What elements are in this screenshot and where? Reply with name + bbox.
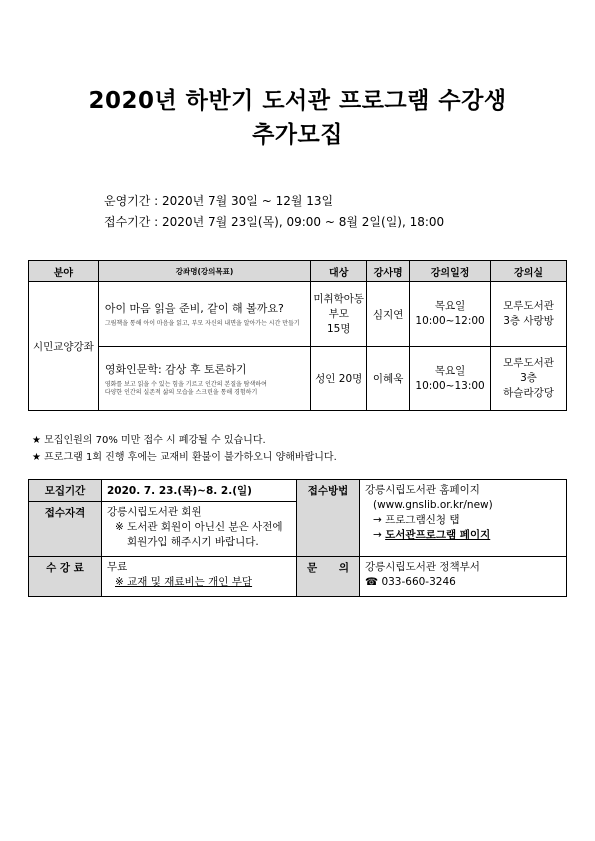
room-cell	[491, 282, 567, 347]
note-item: ★ 모집인원의 70% 미만 접수 시 폐강될 수 있습니다.	[32, 435, 266, 446]
method-line	[365, 528, 561, 543]
room-line: 모루도서관	[503, 357, 554, 369]
table-row	[29, 347, 567, 411]
category-cell: 시민교양강좌	[29, 282, 99, 411]
table-header-row	[29, 261, 567, 282]
fee-label: 수 강 료	[29, 557, 102, 597]
table-row	[29, 557, 567, 597]
recruit-period-value: 2020. 7. 23.(목)~8. 2.(일)	[102, 480, 297, 502]
contact-label: 문 의	[297, 557, 360, 597]
schedule-line: 10:00~13:00	[415, 379, 485, 392]
target-cell: 성인 20명	[311, 347, 367, 411]
method-label: 접수방법	[297, 480, 360, 557]
schedule-line: 목요일	[434, 364, 466, 377]
fee-line: 무료	[107, 561, 128, 573]
target-line: 15명	[326, 322, 351, 335]
table-row	[29, 282, 567, 347]
header-category: 분야	[29, 261, 99, 282]
qualification-line: 강릉시립도서관 회원	[107, 506, 202, 518]
schedule-cell	[410, 282, 491, 347]
method-value	[360, 480, 567, 557]
info-table	[28, 479, 567, 597]
recruit-period-label: 모집기간	[29, 480, 102, 502]
room-cell	[491, 347, 567, 411]
room-line: 3층	[520, 372, 537, 384]
header-instructor: 강사명	[367, 261, 410, 282]
target-line: 미취학아동	[313, 292, 365, 305]
page-subtitle: 추가모집	[252, 122, 343, 148]
target-cell	[311, 282, 367, 347]
course-description: 영화를 보고 읽을 수 있는 힘을 기르고 인간의 본질을 탐색하여	[104, 380, 267, 388]
qualification-line: 회원가입 해주시기 바랍니다.	[127, 536, 259, 548]
header-course: 강좌명(강의목표)	[98, 261, 310, 282]
room-line: 하슬라강당	[503, 387, 554, 399]
homepage-url[interactable]: (www.gnslib.or.kr/new)	[373, 499, 493, 511]
page-title: 2020년 하반기 도서관 프로그램 수강생	[88, 88, 507, 114]
contact-value	[360, 557, 567, 597]
note-item: ★ 프로그램 1회 진행 후에는 교재비 환불이 불가하오니 양해바랍니다.	[32, 452, 337, 463]
notes-list	[32, 432, 337, 466]
program-table	[28, 260, 567, 411]
schedule-line: 목요일	[434, 300, 466, 312]
method-line: → 프로그램신청 탭	[373, 514, 460, 526]
application-period: 접수기간 : 2020년 7월 23일(목), 09:00 ~ 8월 2일(일), 18:00	[104, 215, 445, 229]
phone-number: 033-660-3246	[381, 576, 456, 588]
schedule-cell	[410, 347, 491, 411]
target-line: 부모	[328, 307, 349, 320]
phone-icon: ☎	[365, 576, 379, 588]
room-line: 3층 사랑방	[503, 315, 554, 327]
fee-value	[102, 557, 297, 597]
course-cell	[98, 282, 310, 347]
table-row	[29, 480, 567, 502]
schedule-line: 10:00~12:00	[415, 315, 485, 327]
contact-line: 강릉시립도서관 정책부서	[365, 561, 480, 573]
fee-line: ※ 교재 및 재료비는 개인 부담	[115, 576, 253, 588]
qualification-value	[102, 502, 297, 557]
instructor-cell: 이혜욱	[367, 347, 410, 411]
method-line: 강릉시립도서관 홈페이지	[365, 484, 480, 496]
arrow-text: →	[373, 529, 386, 541]
qualification-label: 접수자격	[29, 502, 102, 557]
operation-period: 운영기간 : 2020년 7월 30일 ~ 12월 13일	[104, 194, 334, 208]
header-schedule: 강의일정	[410, 261, 491, 282]
course-cell	[98, 347, 310, 411]
qualification-line: ※ 도서관 회원이 아닌신 분은 사전에	[115, 521, 283, 533]
course-name: 아이 마음 읽을 준비, 같이 해 볼까요?	[104, 302, 284, 315]
header-room: 강의실	[491, 261, 567, 282]
header-target: 대상	[311, 261, 367, 282]
course-description: 그림책을 통해 아이 마음을 읽고, 부모 자신의 내면을 알아가는 시간 만들기	[104, 320, 300, 327]
course-description: 다양한 인간의 실존적 삶의 모습을 스크린을 통해 경험하기	[104, 388, 258, 396]
room-line: 모루도서관	[503, 300, 554, 312]
instructor-cell: 심지연	[367, 282, 410, 347]
course-name: 영화인문학: 감상 후 토론하기	[104, 362, 247, 376]
program-page-link[interactable]: 도서관프로그램 페이지	[385, 529, 491, 541]
